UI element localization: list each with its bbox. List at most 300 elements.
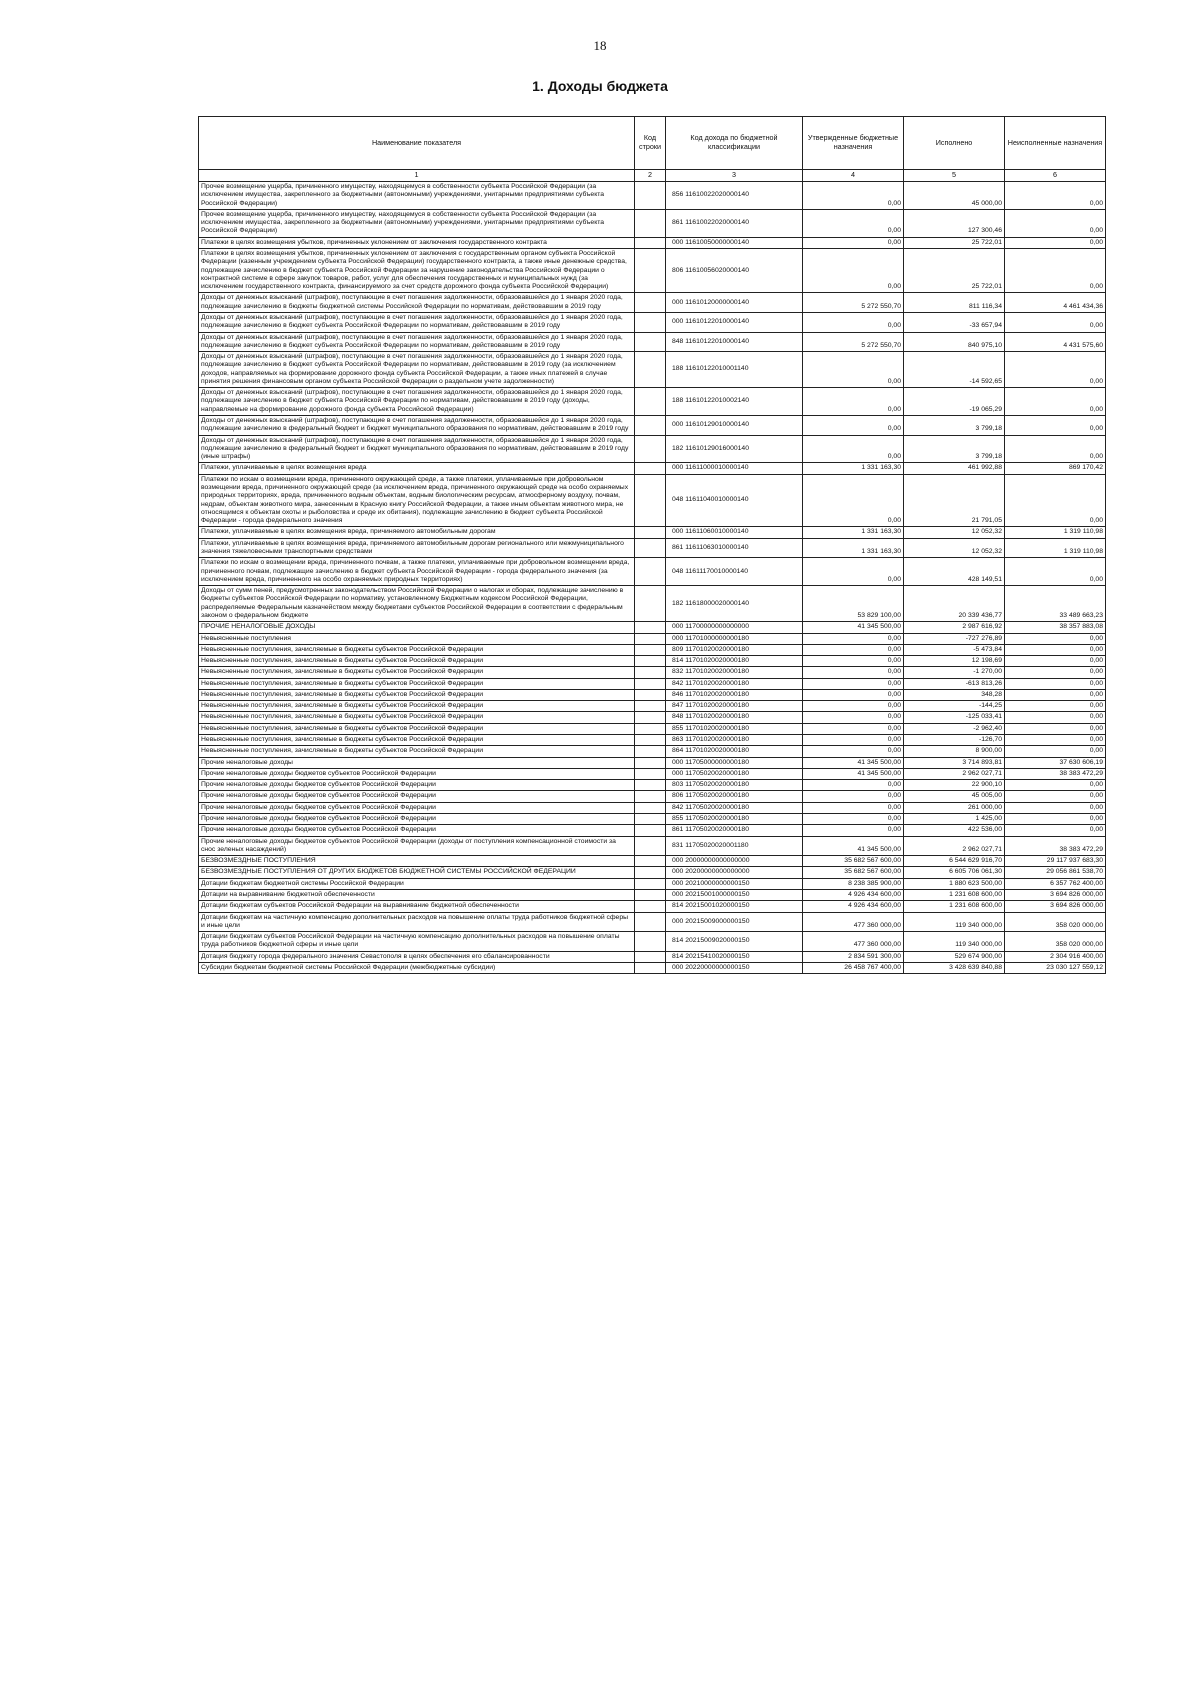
cell-unexecuted: 0,00 bbox=[1005, 182, 1106, 210]
cell-executed: -33 657,94 bbox=[904, 312, 1005, 332]
cell-unexecuted: 38 383 472,29 bbox=[1005, 768, 1106, 779]
cell-income-code: 861 11705020020000180 bbox=[666, 825, 803, 836]
cell-name: Прочие неналоговые доходы бюджетов субъектов Российской Федерации bbox=[199, 791, 635, 802]
cell-approved: 0,00 bbox=[803, 802, 904, 813]
cell-income-code: 856 11610022020000140 bbox=[666, 182, 803, 210]
cell-line-code bbox=[635, 791, 666, 802]
cell-unexecuted: 29 056 861 538,70 bbox=[1005, 867, 1106, 878]
cell-income-code: 000 11701000000000180 bbox=[666, 633, 803, 644]
table-row bbox=[199, 248, 1106, 292]
cell-name: Прочие неналоговые доходы бюджетов субъектов Российской Федерации bbox=[199, 802, 635, 813]
cell-name: Невыясненные поступления, зачисляемые в бюджеты субъектов Российской Федерации bbox=[199, 735, 635, 746]
cell-name: Доходы от денежных взысканий (штрафов), поступающие в счет погашения задолженности, образовавшейся до 1 января 2020 года, подлежащие зачислению в бюджет субъекта Российской Федерации по нормативам, действовавшим в 2019 году (доходы, направляемые на формирование дорожного фонда субъекта Российской Федерации) bbox=[199, 388, 635, 416]
cell-approved: 26 458 767 400,00 bbox=[803, 962, 904, 973]
cell-income-code: 048 11611040010000140 bbox=[666, 474, 803, 527]
cell-name: Платежи, уплачиваемые в целях возмещения вреда, причиняемого автомобильным дорогам регионального или межмуниципального значения тяжеловесными транспортными средствами bbox=[199, 538, 635, 558]
cell-line-code bbox=[635, 689, 666, 700]
cell-line-code bbox=[635, 701, 666, 712]
table-row bbox=[199, 856, 1106, 867]
table-body bbox=[199, 182, 1106, 974]
cell-income-code: 000 11611000010000140 bbox=[666, 463, 803, 474]
cell-executed: 21 791,05 bbox=[904, 474, 1005, 527]
cell-unexecuted: 0,00 bbox=[1005, 416, 1106, 436]
cell-income-code: 000 11610129010000140 bbox=[666, 416, 803, 436]
cell-line-code bbox=[635, 527, 666, 538]
cell-executed: 461 992,88 bbox=[904, 463, 1005, 474]
cell-executed: 25 722,01 bbox=[904, 248, 1005, 292]
table-row bbox=[199, 209, 1106, 237]
table-row bbox=[199, 814, 1106, 825]
table-row bbox=[199, 678, 1106, 689]
cell-income-code: 000 20000000000000000 bbox=[666, 856, 803, 867]
column-index: 2 bbox=[635, 170, 666, 182]
cell-approved: 477 360 000,00 bbox=[803, 912, 904, 932]
column-index: 1 bbox=[199, 170, 635, 182]
cell-line-code bbox=[635, 332, 666, 352]
table-row bbox=[199, 435, 1106, 463]
cell-approved: 0,00 bbox=[803, 712, 904, 723]
cell-line-code bbox=[635, 293, 666, 313]
cell-approved: 4 926 434 600,00 bbox=[803, 901, 904, 912]
cell-executed: 1 880 623 500,00 bbox=[904, 878, 1005, 889]
cell-approved: 0,00 bbox=[803, 780, 904, 791]
cell-approved: 53 829 100,00 bbox=[803, 586, 904, 622]
cell-name: Прочее возмещение ущерба, причиненного имуществу, находящемуся в собственности субъекта Российской Федерации (за исключением имущества, закрепленного за бюджетными (автономными) учреждениями, унитарными предприятиями субъекта Российской Федерации) bbox=[199, 182, 635, 210]
table-row bbox=[199, 746, 1106, 757]
cell-income-code: 803 11705020020000180 bbox=[666, 780, 803, 791]
cell-unexecuted: 6 357 762 400,00 bbox=[1005, 878, 1106, 889]
cell-line-code bbox=[635, 768, 666, 779]
cell-executed: 840 975,10 bbox=[904, 332, 1005, 352]
cell-line-code bbox=[635, 962, 666, 973]
cell-unexecuted: 3 694 826 000,00 bbox=[1005, 901, 1106, 912]
cell-executed: 261 000,00 bbox=[904, 802, 1005, 813]
cell-approved: 35 682 567 600,00 bbox=[803, 856, 904, 867]
cell-unexecuted: 0,00 bbox=[1005, 435, 1106, 463]
column-index: 3 bbox=[666, 170, 803, 182]
cell-income-code: 855 11705020020000180 bbox=[666, 814, 803, 825]
cell-approved: 0,00 bbox=[803, 352, 904, 388]
table-row bbox=[199, 962, 1106, 973]
cell-income-code: 000 20200000000000000 bbox=[666, 867, 803, 878]
cell-income-code: 048 11611170010000140 bbox=[666, 558, 803, 586]
cell-unexecuted: 0,00 bbox=[1005, 678, 1106, 689]
cell-executed: 3 799,18 bbox=[904, 435, 1005, 463]
cell-unexecuted: 0,00 bbox=[1005, 735, 1106, 746]
table-row bbox=[199, 312, 1106, 332]
cell-executed: 3 714 893,81 bbox=[904, 757, 1005, 768]
cell-unexecuted: 37 630 606,19 bbox=[1005, 757, 1106, 768]
cell-line-code bbox=[635, 867, 666, 878]
cell-name: Прочее возмещение ущерба, причиненного имуществу, находящемуся в собственности субъекта Российской Федерации (за исключением имущества, закрепленного за бюджетными (автономными) учреждениями, унитарными предприятиями субъекта Российской Федерации) bbox=[199, 209, 635, 237]
cell-approved: 41 345 500,00 bbox=[803, 768, 904, 779]
cell-name: Доходы от денежных взысканий (штрафов), поступающие в счет погашения задолженности, образовавшейся до 1 января 2020 года, подлежащие зачислению в федеральный бюджет и бюджет муниципального образования по нормативам, действовавшим в 2019 году (иные штрафы) bbox=[199, 435, 635, 463]
table-row bbox=[199, 633, 1106, 644]
cell-unexecuted: 0,00 bbox=[1005, 667, 1106, 678]
cell-line-code bbox=[635, 735, 666, 746]
cell-approved: 0,00 bbox=[803, 248, 904, 292]
cell-income-code: 814 20215009020000150 bbox=[666, 932, 803, 952]
cell-name: Платежи по искам о возмещении вреда, причиненного почвам, а также платежи, уплачиваемые при добровольном возмещении вреда, причиненного почвам, подлежащие зачислению в бюджет субъекта Российской Федерации - города федерального значения (за исключением вреда, причиненного на особо охраняемых природных территориях) bbox=[199, 558, 635, 586]
cell-name: Субсидии бюджетам бюджетной системы Российской Федерации (межбюджетные субсидии) bbox=[199, 962, 635, 973]
cell-executed: 348,28 bbox=[904, 689, 1005, 700]
cell-executed: -1 270,00 bbox=[904, 667, 1005, 678]
cell-unexecuted: 38 383 472,29 bbox=[1005, 836, 1106, 856]
cell-income-code: 000 20215009000000150 bbox=[666, 912, 803, 932]
cell-name: Дотации бюджетам бюджетной системы Российской Федерации bbox=[199, 878, 635, 889]
cell-line-code bbox=[635, 757, 666, 768]
cell-unexecuted: 3 694 826 000,00 bbox=[1005, 889, 1106, 900]
cell-name: Дотация бюджету города федерального значения Севастополя в целях обеспечения его сбалансированности bbox=[199, 951, 635, 962]
cell-line-code bbox=[635, 878, 666, 889]
cell-executed: 12 198,69 bbox=[904, 656, 1005, 667]
cell-line-code bbox=[635, 901, 666, 912]
cell-name: Прочие неналоговые доходы бюджетов субъектов Российской Федерации bbox=[199, 768, 635, 779]
cell-executed: -5 473,84 bbox=[904, 644, 1005, 655]
table-row bbox=[199, 656, 1106, 667]
cell-line-code bbox=[635, 912, 666, 932]
cell-approved: 0,00 bbox=[803, 435, 904, 463]
table-row bbox=[199, 293, 1106, 313]
cell-unexecuted: 358 020 000,00 bbox=[1005, 932, 1106, 952]
cell-unexecuted: 869 170,42 bbox=[1005, 463, 1106, 474]
table-row bbox=[199, 667, 1106, 678]
table-row bbox=[199, 701, 1106, 712]
cell-executed: 1 231 608 600,00 bbox=[904, 889, 1005, 900]
cell-unexecuted: 0,00 bbox=[1005, 791, 1106, 802]
cell-unexecuted: 0,00 bbox=[1005, 780, 1106, 791]
cell-income-code: 864 11701020020000180 bbox=[666, 746, 803, 757]
cell-name: Платежи, уплачиваемые в целях возмещения вреда bbox=[199, 463, 635, 474]
cell-approved: 0,00 bbox=[803, 474, 904, 527]
table-row bbox=[199, 932, 1106, 952]
table-row bbox=[199, 867, 1106, 878]
cell-name: Платежи по искам о возмещении вреда, причиненного окружающей среде, а также платежи, уплачиваемые при добровольном возмещении вреда, причиненного окружающей среде (за исключением вреда, причиненного окружающей среде на особо охраняемых природных территориях, вреда, причиненного водным объектам, водным биологическим ресурсам, атмосферному воздуху, почвам, недрам, объектам животного мира, занесенным в Красную книгу Российской Федерации, а также иным объектам животного мира, не относящимся к объектам охоты и рыболовства и среде их обитания), подлежащие зачислению в бюджет субъекта Российской Федерации - города федерального значения bbox=[199, 474, 635, 527]
header-income-code: Код дохода по бюджетной классификации bbox=[666, 117, 803, 170]
cell-income-code: 814 11701020020000180 bbox=[666, 656, 803, 667]
cell-approved: 0,00 bbox=[803, 678, 904, 689]
cell-line-code bbox=[635, 586, 666, 622]
cell-executed: 45 005,00 bbox=[904, 791, 1005, 802]
cell-approved: 1 331 163,30 bbox=[803, 463, 904, 474]
cell-unexecuted: 0,00 bbox=[1005, 825, 1106, 836]
cell-line-code bbox=[635, 474, 666, 527]
cell-approved: 1 331 163,30 bbox=[803, 527, 904, 538]
cell-name: Доходы от денежных взысканий (штрафов), поступающие в счет погашения задолженности, образовавшейся до 1 января 2020 года, подлежащие зачислению в бюджет субъекта Российской Федерации по нормативам, действовавшим в 2019 году bbox=[199, 332, 635, 352]
cell-name: Невыясненные поступления, зачисляемые в бюджеты субъектов Российской Федерации bbox=[199, 689, 635, 700]
cell-executed: 22 900,10 bbox=[904, 780, 1005, 791]
cell-approved: 0,00 bbox=[803, 791, 904, 802]
cell-name: Прочие неналоговые доходы bbox=[199, 757, 635, 768]
cell-name: Невыясненные поступления, зачисляемые в бюджеты субъектов Российской Федерации bbox=[199, 678, 635, 689]
cell-unexecuted: 4 431 575,60 bbox=[1005, 332, 1106, 352]
cell-executed: 8 900,00 bbox=[904, 746, 1005, 757]
cell-name: Невыясненные поступления, зачисляемые в бюджеты субъектов Российской Федерации bbox=[199, 712, 635, 723]
cell-income-code: 182 11610129016000140 bbox=[666, 435, 803, 463]
cell-income-code: 188 11610122010001140 bbox=[666, 352, 803, 388]
cell-line-code bbox=[635, 951, 666, 962]
cell-income-code: 855 11701020020000180 bbox=[666, 723, 803, 734]
cell-name: Невыясненные поступления, зачисляемые в бюджеты субъектов Российской Федерации bbox=[199, 644, 635, 655]
cell-approved: 5 272 550,70 bbox=[803, 332, 904, 352]
cell-income-code: 846 11701020020000180 bbox=[666, 689, 803, 700]
table-row bbox=[199, 558, 1106, 586]
cell-unexecuted: 0,00 bbox=[1005, 388, 1106, 416]
table-row bbox=[199, 802, 1106, 813]
cell-executed: 1 231 608 600,00 bbox=[904, 901, 1005, 912]
cell-line-code bbox=[635, 856, 666, 867]
table-row bbox=[199, 237, 1106, 248]
table-row bbox=[199, 825, 1106, 836]
cell-unexecuted: 0,00 bbox=[1005, 237, 1106, 248]
cell-approved: 1 331 163,30 bbox=[803, 538, 904, 558]
cell-name: Платежи, уплачиваемые в целях возмещения вреда, причиняемого автомобильным дорогам bbox=[199, 527, 635, 538]
cell-name: БЕЗВОЗМЕЗДНЫЕ ПОСТУПЛЕНИЯ ОТ ДРУГИХ БЮДЖЕТОВ БЮДЖЕТНОЙ СИСТЕМЫ РОССИЙСКОЙ ФЕДЕРАЦИИ bbox=[199, 867, 635, 878]
cell-unexecuted: 0,00 bbox=[1005, 723, 1106, 734]
cell-unexecuted: 4 461 434,36 bbox=[1005, 293, 1106, 313]
column-index-row bbox=[199, 170, 1106, 182]
cell-income-code: 806 11610056020000140 bbox=[666, 248, 803, 292]
cell-unexecuted: 0,00 bbox=[1005, 746, 1106, 757]
cell-approved: 41 345 500,00 bbox=[803, 622, 904, 633]
cell-line-code bbox=[635, 416, 666, 436]
table-row bbox=[199, 836, 1106, 856]
cell-income-code: 000 11705000000000180 bbox=[666, 757, 803, 768]
cell-income-code: 842 11701020020000180 bbox=[666, 678, 803, 689]
cell-name: Невыясненные поступления, зачисляемые в бюджеты субъектов Российской Федерации bbox=[199, 656, 635, 667]
table-row bbox=[199, 757, 1106, 768]
cell-line-code bbox=[635, 209, 666, 237]
cell-name: Доходы от денежных взысканий (штрафов), поступающие в счет погашения задолженности, образовавшейся до 1 января 2020 года, подлежащие зачислению в бюджеты бюджетной системы Российской Федерации по нормативам, действовавшим в 2019 году bbox=[199, 293, 635, 313]
cell-executed: 45 000,00 bbox=[904, 182, 1005, 210]
table-row bbox=[199, 689, 1106, 700]
cell-executed: -19 065,29 bbox=[904, 388, 1005, 416]
header-approved: Утвержденные бюджетные назначения bbox=[803, 117, 904, 170]
table-row bbox=[199, 332, 1106, 352]
cell-unexecuted: 358 020 000,00 bbox=[1005, 912, 1106, 932]
table-row bbox=[199, 388, 1106, 416]
table-row bbox=[199, 912, 1106, 932]
page-title: 1. Доходы бюджета bbox=[532, 78, 668, 94]
cell-name: Прочие неналоговые доходы бюджетов субъектов Российской Федерации (доходы от поступления компенсационной стоимости за снос зеленых насаждений) bbox=[199, 836, 635, 856]
cell-executed: 2 962 027,71 bbox=[904, 836, 1005, 856]
cell-unexecuted: 33 489 663,23 bbox=[1005, 586, 1106, 622]
cell-executed: -2 962,40 bbox=[904, 723, 1005, 734]
cell-line-code bbox=[635, 723, 666, 734]
cell-income-code: 848 11610122010000140 bbox=[666, 332, 803, 352]
revenue-table bbox=[198, 116, 1106, 974]
cell-approved: 0,00 bbox=[803, 182, 904, 210]
cell-income-code: 814 20215001020000150 bbox=[666, 901, 803, 912]
page-number: 18 bbox=[593, 38, 607, 53]
cell-executed: -613 813,26 bbox=[904, 678, 1005, 689]
cell-executed: -14 592,65 bbox=[904, 352, 1005, 388]
cell-approved: 0,00 bbox=[803, 825, 904, 836]
cell-approved: 5 272 550,70 bbox=[803, 293, 904, 313]
cell-line-code bbox=[635, 352, 666, 388]
cell-name: БЕЗВОЗМЕЗДНЫЕ ПОСТУПЛЕНИЯ bbox=[199, 856, 635, 867]
cell-approved: 41 345 500,00 bbox=[803, 757, 904, 768]
cell-unexecuted: 0,00 bbox=[1005, 352, 1106, 388]
cell-line-code bbox=[635, 802, 666, 813]
cell-approved: 477 360 000,00 bbox=[803, 932, 904, 952]
cell-income-code: 832 11701020020000180 bbox=[666, 667, 803, 678]
table-row bbox=[199, 878, 1106, 889]
cell-line-code bbox=[635, 667, 666, 678]
cell-line-code bbox=[635, 746, 666, 757]
cell-approved: 0,00 bbox=[803, 388, 904, 416]
table-row bbox=[199, 768, 1106, 779]
cell-income-code: 806 11705020020000180 bbox=[666, 791, 803, 802]
cell-approved: 0,00 bbox=[803, 416, 904, 436]
cell-name: Доходы от денежных взысканий (штрафов), поступающие в счет погашения задолженности, образовавшейся до 1 января 2020 года, подлежащие зачислению в бюджет субъекта Российской Федерации по нормативам, действовавшим в 2019 году bbox=[199, 312, 635, 332]
cell-executed: 119 340 000,00 bbox=[904, 912, 1005, 932]
cell-unexecuted: 0,00 bbox=[1005, 656, 1106, 667]
cell-income-code: 000 11610122010000140 bbox=[666, 312, 803, 332]
cell-unexecuted: 38 357 883,08 bbox=[1005, 622, 1106, 633]
table-row bbox=[199, 538, 1106, 558]
cell-approved: 0,00 bbox=[803, 814, 904, 825]
cell-income-code: 188 11610122010002140 bbox=[666, 388, 803, 416]
column-index: 4 bbox=[803, 170, 904, 182]
cell-line-code bbox=[635, 312, 666, 332]
cell-unexecuted: 0,00 bbox=[1005, 248, 1106, 292]
cell-executed: 3 428 639 840,88 bbox=[904, 962, 1005, 973]
header-unexecuted: Неисполненные назначения bbox=[1005, 117, 1106, 170]
cell-approved: 41 345 500,00 bbox=[803, 836, 904, 856]
cell-line-code bbox=[635, 678, 666, 689]
cell-line-code bbox=[635, 644, 666, 655]
table-row bbox=[199, 889, 1106, 900]
cell-unexecuted: 0,00 bbox=[1005, 689, 1106, 700]
cell-income-code: 847 11701020020000180 bbox=[666, 701, 803, 712]
table-row bbox=[199, 474, 1106, 527]
cell-name: Невыясненные поступления, зачисляемые в бюджеты субъектов Российской Федерации bbox=[199, 723, 635, 734]
cell-line-code bbox=[635, 558, 666, 586]
table-row bbox=[199, 644, 1106, 655]
cell-line-code bbox=[635, 932, 666, 952]
cell-line-code bbox=[635, 889, 666, 900]
cell-name: Невыясненные поступления, зачисляемые в бюджеты субъектов Российской Федерации bbox=[199, 746, 635, 757]
cell-line-code bbox=[635, 780, 666, 791]
cell-unexecuted: 0,00 bbox=[1005, 712, 1106, 723]
cell-name: Прочие неналоговые доходы бюджетов субъектов Российской Федерации bbox=[199, 825, 635, 836]
cell-approved: 0,00 bbox=[803, 644, 904, 655]
cell-executed: 20 339 436,77 bbox=[904, 586, 1005, 622]
cell-line-code bbox=[635, 435, 666, 463]
cell-executed: 2 987 616,92 bbox=[904, 622, 1005, 633]
table-row bbox=[199, 586, 1106, 622]
cell-name: Дотации бюджетам на частичную компенсацию дополнительных расходов на повышение оплаты труда работников бюджетной сферы и иные цели bbox=[199, 912, 635, 932]
cell-name: Дотации бюджетам субъектов Российской Федерации на частичную компенсацию дополнительных расходов на повышение оплаты труда работников бюджетной сферы и иные цели bbox=[199, 932, 635, 952]
cell-executed: 12 052,32 bbox=[904, 527, 1005, 538]
cell-income-code: 842 11705020020000180 bbox=[666, 802, 803, 813]
cell-line-code bbox=[635, 633, 666, 644]
cell-income-code: 000 11700000000000000 bbox=[666, 622, 803, 633]
cell-executed: 119 340 000,00 bbox=[904, 932, 1005, 952]
table-row bbox=[199, 416, 1106, 436]
cell-approved: 0,00 bbox=[803, 656, 904, 667]
cell-unexecuted: 0,00 bbox=[1005, 474, 1106, 527]
cell-approved: 8 238 385 900,00 bbox=[803, 878, 904, 889]
cell-executed: 422 536,00 bbox=[904, 825, 1005, 836]
cell-line-code bbox=[635, 712, 666, 723]
cell-income-code: 831 11705020020001180 bbox=[666, 836, 803, 856]
cell-name: Доходы от сумм пеней, предусмотренных законодательством Российской Федерации о налогах и сборах, подлежащие зачислению в бюджеты субъектов Российской Федерации по нормативу, установленному Бюджетным кодексом Российской Федерации, распределяемые Федеральным казначейством между бюджетами субъектов Российской Федерации в соответствии с федеральным законом о федеральном бюджете bbox=[199, 586, 635, 622]
header-row bbox=[199, 117, 1106, 170]
cell-unexecuted: 23 030 127 559,12 bbox=[1005, 962, 1106, 973]
cell-name: Прочие неналоговые доходы бюджетов субъектов Российской Федерации bbox=[199, 814, 635, 825]
cell-unexecuted: 0,00 bbox=[1005, 312, 1106, 332]
cell-unexecuted: 0,00 bbox=[1005, 558, 1106, 586]
cell-approved: 2 834 591 300,00 bbox=[803, 951, 904, 962]
cell-approved: 4 926 434 600,00 bbox=[803, 889, 904, 900]
cell-income-code: 182 11618000020000140 bbox=[666, 586, 803, 622]
cell-income-code: 848 11701020020000180 bbox=[666, 712, 803, 723]
cell-unexecuted: 1 319 110,98 bbox=[1005, 527, 1106, 538]
cell-unexecuted: 0,00 bbox=[1005, 701, 1106, 712]
column-index: 6 bbox=[1005, 170, 1106, 182]
cell-approved: 0,00 bbox=[803, 667, 904, 678]
table-row bbox=[199, 735, 1106, 746]
cell-line-code bbox=[635, 237, 666, 248]
column-index: 5 bbox=[904, 170, 1005, 182]
cell-unexecuted: 0,00 bbox=[1005, 633, 1106, 644]
cell-executed: 2 962 027,71 bbox=[904, 768, 1005, 779]
header-name: Наименование показателя bbox=[199, 117, 635, 170]
table-row bbox=[199, 712, 1106, 723]
cell-executed: -144,25 bbox=[904, 701, 1005, 712]
cell-approved: 0,00 bbox=[803, 735, 904, 746]
cell-income-code: 861 11610022020000140 bbox=[666, 209, 803, 237]
cell-name: Дотации бюджетам субъектов Российской Федерации на выравнивание бюджетной обеспеченности bbox=[199, 901, 635, 912]
cell-approved: 0,00 bbox=[803, 558, 904, 586]
cell-name: Платежи в целях возмещения убытков, причиненных уклонением от заключения государственного контракта bbox=[199, 237, 635, 248]
cell-unexecuted: 1 319 110,98 bbox=[1005, 538, 1106, 558]
table-row bbox=[199, 182, 1106, 210]
cell-executed: 3 799,18 bbox=[904, 416, 1005, 436]
cell-executed: -126,70 bbox=[904, 735, 1005, 746]
table-row bbox=[199, 352, 1106, 388]
cell-income-code: 000 20215001000000150 bbox=[666, 889, 803, 900]
cell-income-code: 000 11610120000000140 bbox=[666, 293, 803, 313]
cell-income-code: 000 11705020020000180 bbox=[666, 768, 803, 779]
cell-approved: 0,00 bbox=[803, 237, 904, 248]
cell-name: Доходы от денежных взысканий (штрафов), поступающие в счет погашения задолженности, образовавшейся до 1 января 2020 года, подлежащие зачислению в федеральный бюджет и бюджет муниципального образования по нормативам, действовавшим в 2019 году bbox=[199, 416, 635, 436]
cell-income-code: 000 20210000000000150 bbox=[666, 878, 803, 889]
cell-name: Невыясненные поступления, зачисляемые в бюджеты субъектов Российской Федерации bbox=[199, 667, 635, 678]
cell-line-code bbox=[635, 825, 666, 836]
cell-executed: 1 425,00 bbox=[904, 814, 1005, 825]
cell-approved: 0,00 bbox=[803, 723, 904, 734]
cell-unexecuted: 29 117 937 683,30 bbox=[1005, 856, 1106, 867]
cell-executed: 6 605 706 061,30 bbox=[904, 867, 1005, 878]
cell-executed: 127 300,46 bbox=[904, 209, 1005, 237]
cell-income-code: 861 11611063010000140 bbox=[666, 538, 803, 558]
cell-line-code bbox=[635, 836, 666, 856]
cell-executed: 811 116,34 bbox=[904, 293, 1005, 313]
cell-approved: 0,00 bbox=[803, 746, 904, 757]
cell-approved: 0,00 bbox=[803, 209, 904, 237]
table-row bbox=[199, 463, 1106, 474]
cell-unexecuted: 0,00 bbox=[1005, 644, 1106, 655]
cell-line-code bbox=[635, 656, 666, 667]
cell-income-code: 814 20215410020000150 bbox=[666, 951, 803, 962]
cell-income-code: 809 11701020020000180 bbox=[666, 644, 803, 655]
cell-executed: 529 674 900,00 bbox=[904, 951, 1005, 962]
cell-name: Доходы от денежных взысканий (штрафов), поступающие в счет погашения задолженности, образовавшейся до 1 января 2020 года, подлежащие зачислению в бюджет субъекта Российской Федерации по нормативам, действовавшим в 2019 году (за исключением доходов, направляемых на формирование дорожного фонда субъекта Российской Федерации, а также иных платежей в случае принятия решения финансовым органом субъекта Российской Федерации о раздельном учете задолженности) bbox=[199, 352, 635, 388]
table-row bbox=[199, 723, 1106, 734]
